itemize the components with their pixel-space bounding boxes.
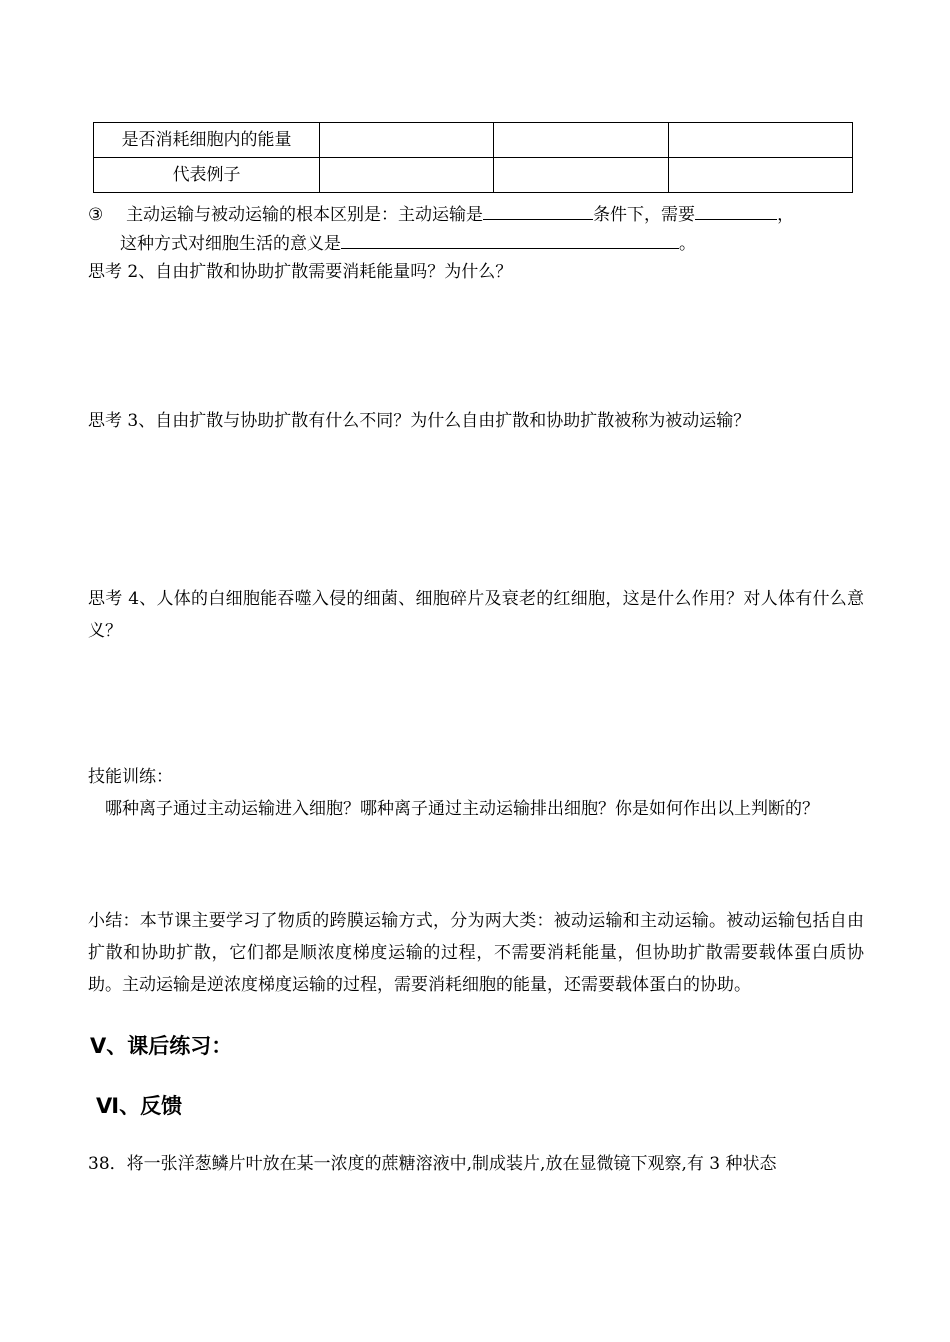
table-cell (494, 158, 668, 193)
item3-text-a: 主动运输与被动运输的根本区别是：主动运输是 (126, 205, 484, 225)
table-cell (320, 123, 494, 158)
table-row (94, 123, 853, 158)
item3-text-b: 条件下，需要 (593, 205, 696, 225)
skills-question: 哪种离子通过主动运输进入细胞？哪种离子通过主动运输排出细胞？你是如何作出以上判断的？ (105, 799, 819, 819)
item3-text-e: 。 (679, 234, 696, 254)
table-row-label: 代表例子 (94, 158, 320, 193)
item3-line2 (120, 230, 900, 257)
think-question-2: 思考 2、自由扩散和协助扩散需要消耗能量吗？为什么？ (88, 262, 513, 282)
fill-blank[interactable] (695, 201, 777, 220)
section-heading-after-class-practice: Ⅴ、课后练习： (90, 1034, 233, 1058)
item3-text-c: ， (777, 205, 795, 225)
fill-blank[interactable] (483, 201, 593, 220)
table-cell (320, 158, 494, 193)
table-cell (668, 158, 852, 193)
table-row-label: 是否消耗细胞内的能量 (94, 123, 320, 158)
fill-blank[interactable] (341, 230, 679, 249)
item3-text-d: 这种方式对细胞生活的意义是 (120, 234, 341, 254)
table-cell (494, 123, 668, 158)
item3-line1 (88, 201, 868, 228)
comparison-table (93, 122, 853, 193)
table-cell (668, 123, 852, 158)
think-question-3: 思考 3、自由扩散与协助扩散有什么不同？为什么自由扩散和协助扩散被称为被动运输？ (88, 411, 751, 431)
skills-title: 技能训练： (88, 767, 173, 787)
think-question-4: 思考 4、人体的白细胞能吞噬入侵的细菌、细胞碎片及衰老的红细胞，这是什么作用？对人体有什么意义？ (88, 589, 864, 641)
summary-paragraph: 小结：本节课主要学习了物质的跨膜运输方式，分为两大类：被动运输和主动运输。被动运输包括自由扩散和协助扩散，它们都是顺浓度梯度运输的过程，不需要消耗能量，但协助扩散需要载体蛋白质协助。主动运输是逆浓度梯度运输的过程，需要消耗细胞的能量，还需要载体蛋白的协助。 (88, 911, 864, 995)
section-heading-feedback: Ⅵ、反馈 (96, 1094, 183, 1118)
item3-marker: ③ (88, 205, 104, 225)
table-row (94, 158, 853, 193)
question-38: 38．将一张洋葱鳞片叶放在某一浓度的蔗糖溶液中,制成装片,放在显微镜下观察,有 3 种状态 (88, 1154, 777, 1174)
